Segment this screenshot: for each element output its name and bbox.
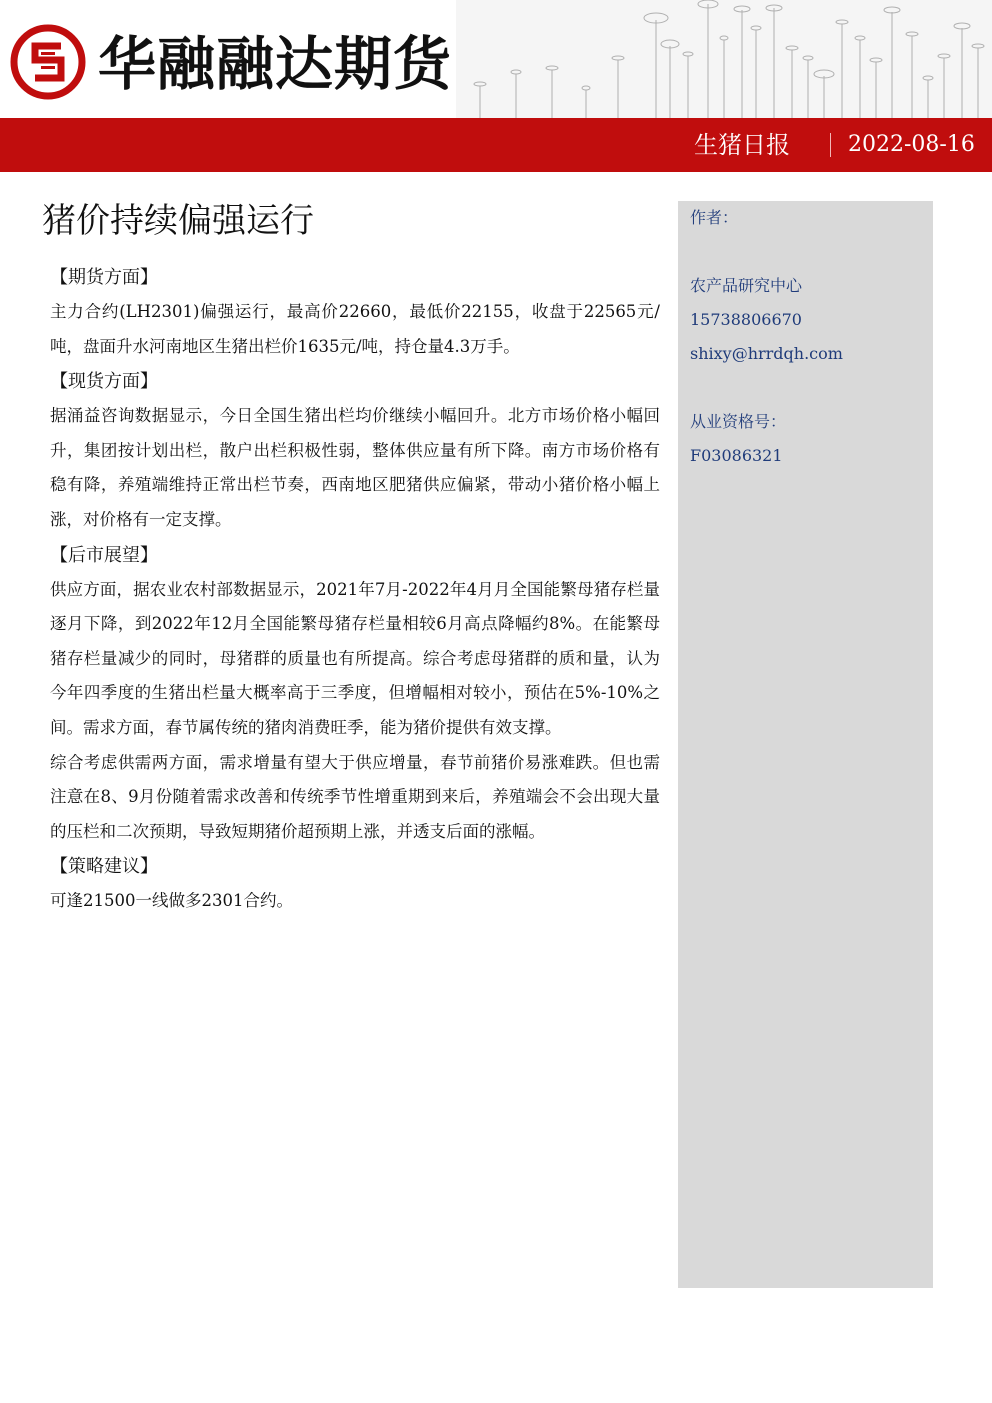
paragraph: 据涌益咨询数据显示，今日全国生猪出栏均价继续小幅回升。北方市场价格小幅回升，集团按计划出栏，散户出栏积极性弱，整体供应量有所下降。南方市场价格有稳有降，养殖端维持正常出栏节奏，西南地区肥猪供应偏紧，带动小猪价格小幅上涨，对价格有一定支撑。 [50,406,660,529]
section-strategy [50,849,660,919]
section-spot [50,364,660,537]
author-email: shixy@hrrdqh.com [690,344,843,363]
article-title: 猪价持续偏强运行 [42,201,314,241]
report-date: 2022-08-16 [848,132,975,157]
decorative-dots-graphic [456,0,992,118]
license-number: F03086321 [690,446,783,465]
paragraph: 可逢21500一线做多2301合约。 [50,891,293,911]
page-header [0,0,992,118]
article-body [50,260,660,919]
section-heading: 【策略建议】 [50,856,158,878]
license-label: 从业资格号： [690,412,787,431]
paragraph: 供应方面，据农业农村部数据显示，2021年7月-2022年4月月全国能繁母猪存栏量逐月下降，到2022年12月全国能繁母猪存栏量相较6月高点降幅约8%。在能繁母猪存栏量减少的同时，母猪群的质量也有所提高。综合考虑母猪群的质和量，认为今年四季度的生猪出栏量大概率高于三季度，但增幅相对较小，预估在5%-10%之间。需求方面，春节属传统的猪肉消费旺季，能为猪价提供有效支撑。 [50,579,660,737]
paragraph: 主力合约(LH2301)偏强运行，最高价22660，最低价22155，收盘于22565元/吨，盘面升水河南地区生猪出栏价1635元/吨，持仓量4.3万手。 [50,302,660,356]
section-heading: 【期货方面】 [50,267,158,288]
header-banner [0,118,992,172]
banner-divider [830,133,831,157]
department-name: 农产品研究中心 [690,276,803,295]
section-heading: 【后市展望】 [50,544,158,566]
section-outlook [50,538,660,850]
brand-name: 华融融达期货 [98,30,453,98]
author-phone: 15738806670 [690,310,802,329]
company-logo-icon [10,24,86,100]
author-label: 作者： [690,208,739,227]
section-heading: 【现货方面】 [50,371,158,393]
section-futures [50,260,660,364]
paragraph: 综合考虑供需两方面，需求增量有望大于供应增量，春节前猪价易涨难跌。但也需注意在8、9月份随着需求改善和传统季节性增重期到来后，养殖端会不会出现大量的压栏和二次预期，导致短期猪价超预期上涨，并透支后面的涨幅。 [50,752,660,841]
report-type: 生猪日报 [694,131,790,159]
